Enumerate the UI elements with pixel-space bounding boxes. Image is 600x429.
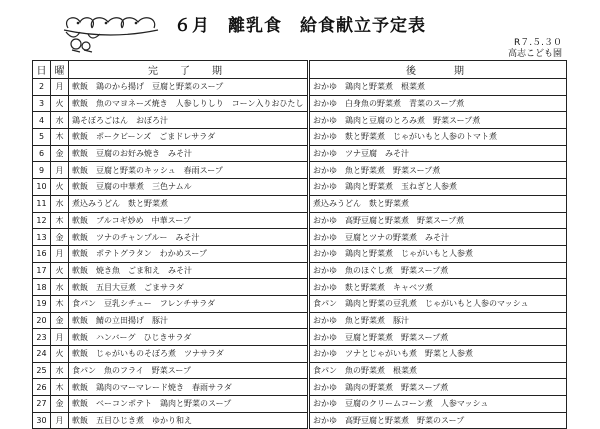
complete-menu-cell: 鶏そぼろごはん おぼろ汁 — [69, 112, 309, 129]
complete-menu-cell: 食パン 豆乳シチュー フレンチサラダ — [69, 295, 309, 312]
complete-menu-cell: 軟飯 豆腐と野菜のキッシュ 春雨スープ — [69, 162, 309, 179]
day-cell: 9 — [33, 162, 51, 179]
complete-menu-cell: 軟飯 鶏肉のマーマレード焼き 春雨サラダ — [69, 379, 309, 396]
late-menu-cell: おかゆ 鶏肉の野菜煮 野菜スープ煮 — [309, 379, 567, 396]
day-cell: 17 — [33, 262, 51, 279]
menu-table — [32, 60, 567, 429]
weekday-header: 曜 — [51, 61, 69, 79]
late-menu-cell: おかゆ 魚のほぐし煮 野菜スープ煮 — [309, 262, 567, 279]
day-cell: 25 — [33, 362, 51, 379]
table-row — [33, 229, 567, 246]
table-row — [33, 329, 567, 346]
table-row — [33, 412, 567, 429]
late-menu-cell: おかゆ 魚と野菜煮 野菜スープ煮 — [309, 162, 567, 179]
day-cell: 18 — [33, 279, 51, 296]
complete-menu-cell: 軟飯 五目ひじき煮 ゆかり和え — [69, 412, 309, 429]
header-meta — [508, 38, 562, 60]
complete-menu-cell: 軟飯 じゃがいものそぼろ煮 ツナサラダ — [69, 346, 309, 363]
late-menu-cell: おかゆ ツナ豆腐 みそ汁 — [309, 145, 567, 162]
complete-menu-cell: 軟飯 ハンバーグ ひじきサラダ — [69, 329, 309, 346]
day-cell: 12 — [33, 212, 51, 229]
late-stage-header: 後 期 — [309, 61, 567, 79]
complete-menu-cell: 軟飯 豆腐の中華煮 三色ナムル — [69, 179, 309, 196]
day-cell: 26 — [33, 379, 51, 396]
table-row — [33, 396, 567, 413]
weekday-cell: 木 — [51, 212, 69, 229]
weekday-cell: 月 — [51, 79, 69, 96]
day-cell: 20 — [33, 312, 51, 329]
late-menu-cell: おかゆ 豆腐と野菜煮 野菜スープ煮 — [309, 329, 567, 346]
day-cell: 2 — [33, 79, 51, 96]
weekday-cell: 火 — [51, 346, 69, 363]
complete-stage-header: 完 了 期 — [69, 61, 309, 79]
late-menu-cell: おかゆ ツナとじゃがいも煮 野菜と人参煮 — [309, 346, 567, 363]
bird-nest-logo-icon — [58, 10, 166, 54]
late-menu-cell: おかゆ 高野豆腐と野菜煮 野菜スープ煮 — [309, 212, 567, 229]
day-header: 日 — [33, 61, 51, 79]
day-cell: 10 — [33, 179, 51, 196]
day-cell: 19 — [33, 295, 51, 312]
issue-date: R７.５.３０ — [514, 38, 562, 48]
table-row — [33, 295, 567, 312]
weekday-cell: 木 — [51, 129, 69, 146]
table-row — [33, 279, 567, 296]
table-row — [33, 129, 567, 146]
late-menu-cell: おかゆ 高野豆腐と野菜煮 野菜のスープ — [309, 412, 567, 429]
complete-menu-cell: 食パン 魚のフライ 野菜スープ — [69, 362, 309, 379]
complete-menu-cell: 軟飯 ベーコンポテト 鶏肉と野菜のスープ — [69, 396, 309, 413]
late-menu-cell: おかゆ 魚と野菜煮 豚汁 — [309, 312, 567, 329]
weekday-cell: 水 — [51, 195, 69, 212]
day-cell: 24 — [33, 346, 51, 363]
weekday-cell: 水 — [51, 112, 69, 129]
table-row — [33, 346, 567, 363]
weekday-cell: 火 — [51, 179, 69, 196]
late-menu-cell: おかゆ 麩と野菜煮 キャベツ煮 — [309, 279, 567, 296]
day-cell: 27 — [33, 396, 51, 413]
late-menu-cell: 煮込みうどん 麩と野菜煮 — [309, 195, 567, 212]
day-cell: 3 — [33, 95, 51, 112]
complete-menu-cell: 軟飯 ポテトグラタン わかめスープ — [69, 245, 309, 262]
complete-menu-cell: 軟飯 魚のマヨネーズ焼き 人参しりしり コーン入りおひたし — [69, 95, 309, 112]
late-menu-cell: おかゆ 鶏肉と野菜煮 根菜煮 — [309, 79, 567, 96]
day-cell: 5 — [33, 129, 51, 146]
weekday-cell: 月 — [51, 412, 69, 429]
day-cell: 6 — [33, 145, 51, 162]
table-row — [33, 312, 567, 329]
complete-menu-cell: 軟飯 ポークビーンズ ごまドレサラダ — [69, 129, 309, 146]
table-row — [33, 162, 567, 179]
weekday-cell: 月 — [51, 245, 69, 262]
table-row — [33, 212, 567, 229]
complete-menu-cell: 軟飯 ツナのチャンプルー みそ汁 — [69, 229, 309, 246]
table-row — [33, 195, 567, 212]
day-cell: 16 — [33, 245, 51, 262]
day-cell: 4 — [33, 112, 51, 129]
complete-menu-cell: 軟飯 焼き魚 ごま和え みそ汁 — [69, 262, 309, 279]
table-row — [33, 145, 567, 162]
complete-menu-cell: 煮込みうどん 麩と野菜煮 — [69, 195, 309, 212]
weekday-cell: 木 — [51, 379, 69, 396]
complete-menu-cell: 軟飯 鯖の立田揚げ 豚汁 — [69, 312, 309, 329]
weekday-cell: 火 — [51, 95, 69, 112]
late-menu-cell: おかゆ 白身魚の野菜煮 青菜のスープ煮 — [309, 95, 567, 112]
table-row — [33, 179, 567, 196]
day-cell: 23 — [33, 329, 51, 346]
nursery-name: 高志こども園 — [507, 49, 562, 59]
late-menu-cell: 食パン 魚の野菜煮 根菜煮 — [309, 362, 567, 379]
complete-menu-cell: 軟飯 豆腐のお好み焼き みそ汁 — [69, 145, 309, 162]
table-row — [33, 262, 567, 279]
weekday-cell: 水 — [51, 279, 69, 296]
complete-menu-cell: 軟飯 ブルコギ炒め 中華スープ — [69, 212, 309, 229]
weekday-cell: 月 — [51, 329, 69, 346]
table-row — [33, 112, 567, 129]
table-row — [33, 79, 567, 96]
weekday-cell: 水 — [51, 362, 69, 379]
weekday-cell: 金 — [51, 312, 69, 329]
late-menu-cell: おかゆ 鶏肉と野菜煮 玉ねぎと人参煮 — [309, 179, 567, 196]
day-cell: 13 — [33, 229, 51, 246]
table-row — [33, 95, 567, 112]
day-cell: 11 — [33, 195, 51, 212]
table-row — [33, 362, 567, 379]
weekday-cell: 金 — [51, 145, 69, 162]
page-title: ６月 離乳食 給食献立予定表 — [174, 16, 426, 36]
weekday-cell: 金 — [51, 229, 69, 246]
header-row — [33, 61, 567, 79]
day-cell: 30 — [33, 412, 51, 429]
weekday-cell: 月 — [51, 162, 69, 179]
late-menu-cell: おかゆ 鶏肉と野菜煮 じゃがいもと人参煮 — [309, 245, 567, 262]
table-row — [33, 245, 567, 262]
late-menu-cell: おかゆ 豆腐とツナの野菜煮 みそ汁 — [309, 229, 567, 246]
complete-menu-cell: 軟飯 鶏のから揚げ 豆腐と野菜のスープ — [69, 79, 309, 96]
weekday-cell: 木 — [51, 295, 69, 312]
weekday-cell: 火 — [51, 262, 69, 279]
late-menu-cell: おかゆ 麩と野菜煮 じゃがいもと人参のトマト煮 — [309, 129, 567, 146]
late-menu-cell: おかゆ 豆腐のクリームコーン煮 人参マッシュ — [309, 396, 567, 413]
complete-menu-cell: 軟飯 五目大豆煮 ごまサラダ — [69, 279, 309, 296]
table-row — [33, 379, 567, 396]
late-menu-cell: 食パン 鶏肉と野菜の豆乳煮 じゃがいもと人参のマッシュ — [309, 295, 567, 312]
late-menu-cell: おかゆ 鶏肉と豆腐のとろみ煮 野菜スープ煮 — [309, 112, 567, 129]
weekday-cell: 金 — [51, 396, 69, 413]
